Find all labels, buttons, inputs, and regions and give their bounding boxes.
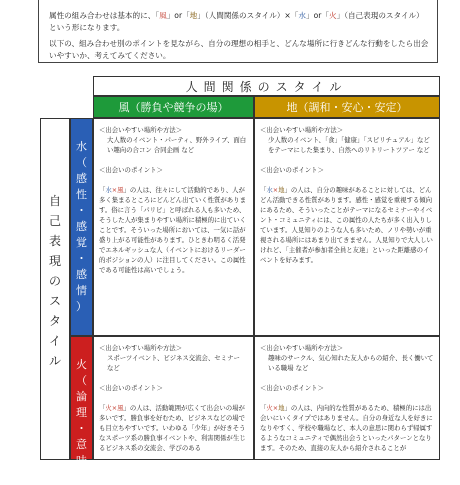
point-lead: 水 bbox=[105, 186, 112, 194]
label-char: 性 bbox=[76, 188, 87, 201]
point-lead: × bbox=[272, 404, 279, 412]
table-title: 人間関係のスタイル bbox=[93, 76, 440, 96]
point-body: の人は、自分の趣味があることに対しては、どんどん活動できる性質があります。感性・感覚を重視する傾向にあるため、そういったことがテーマになるセミナーやイベント・コミュニティには、この属性の人たちが多く出入りしています。人見知りのような人も多いため、ノリや勢いが重視される場所にはあまり出てきません。人見知りで大人しいけれど、「主催者が参加者全員と友達」といった距離感のイベントを好みます。 bbox=[260, 186, 433, 264]
point-lead: 」 bbox=[284, 186, 291, 194]
cell-water-earth bbox=[254, 118, 440, 336]
intro-paragraph-2: 以下の、組み合わせ別のポイントを見ながら、自分の理想の相手と、どんな場所に行きどんな行動をしたら出会いやすいか、考えてみてください。 bbox=[49, 39, 429, 60]
label-char: 感 bbox=[76, 220, 87, 233]
cell-fire-earth bbox=[254, 336, 440, 460]
place-text: 大人数のイベント・パーティ、野外ライブ、面白い趣向の合コン 合同企画 など bbox=[107, 136, 247, 154]
point-heading: ＜出会いのポイント＞ bbox=[260, 384, 324, 392]
label-char: ） bbox=[76, 300, 87, 313]
intro-box bbox=[38, 0, 438, 63]
label-char: 己 bbox=[48, 214, 61, 228]
intro-text: 」（人間関係のスタイル）×「 bbox=[197, 11, 299, 20]
point-text bbox=[260, 403, 434, 453]
label-char: 自 bbox=[48, 194, 61, 208]
label-char: ル bbox=[48, 354, 61, 368]
intro-text: 属性の組み合わせは基本的に、「 bbox=[49, 11, 160, 20]
place-heading: ＜出会いやすい場所や方法＞ bbox=[99, 344, 183, 352]
cell-water-wind bbox=[93, 118, 254, 336]
point-lead: 火 bbox=[105, 404, 112, 412]
point-heading: ＜出会いのポイント＞ bbox=[99, 384, 163, 392]
point-lead: 地 bbox=[278, 186, 285, 194]
point-lead: 「 bbox=[260, 186, 267, 194]
point-body: の人は、往々にして活動的であり、人が多く集まるところにどんどん出ていく性質があります。俗に言う「パリピ」と呼ばれる人も多いため、そうした人が集まりやすい場所に積極的に出ていくことです。そういった場所においては、一気に話が盛り上がる可能性があります。ひときわ明るく活発でエネルギッシュな人（イベントにおけるリーダー的ポジションの人）に注目してください。この属性である可能性は高いでしょう。 bbox=[99, 186, 246, 274]
label-char: の bbox=[48, 274, 61, 288]
point-lead: 」 bbox=[123, 186, 130, 194]
point-heading: ＜出会いのポイント＞ bbox=[99, 166, 163, 174]
label-char: ・ bbox=[76, 470, 87, 483]
intro-text: 」（自己表現のスタイル）という形になります。 bbox=[49, 11, 424, 32]
point-text bbox=[260, 185, 434, 265]
point-lead: 」 bbox=[284, 404, 291, 412]
point-lead: 「 bbox=[99, 404, 106, 412]
wind-term: 風 bbox=[159, 11, 167, 20]
place-text: 少人数のイベント、「食」「健康」「スピリチュアル」などをテーマにした集まり、自然へのリトリートツアー など bbox=[268, 136, 430, 154]
label-char: イ bbox=[48, 334, 61, 348]
point-body: の人は、内向的な性質があるため、積極的には出会いにいくタイプではありません。自分の身近な人を好きになりやすく、学校や職場など、本人の意思に関わらず帰属するようなコミュニティで偶然出会うといったパターンとなります。そのため、直接の友人から紹介されることが bbox=[260, 404, 433, 452]
label-char: 表 bbox=[48, 234, 61, 248]
point-lead: 地 bbox=[278, 404, 285, 412]
water-term: 水 bbox=[298, 11, 306, 20]
intro-paragraph-1 bbox=[49, 10, 431, 34]
point-lead: 風 bbox=[117, 186, 124, 194]
point-lead: 火 bbox=[266, 404, 273, 412]
row-label-fire bbox=[70, 336, 93, 483]
point-text bbox=[99, 403, 248, 453]
label-char: ・ bbox=[76, 422, 87, 435]
label-char: 感 bbox=[76, 172, 87, 185]
point-text bbox=[99, 185, 248, 275]
place-text: スポーツイベント、ビジネス交流会、セミナー など bbox=[107, 354, 240, 372]
row-group-label bbox=[40, 118, 70, 460]
label-char: 覚 bbox=[76, 236, 87, 249]
point-lead: 水 bbox=[266, 186, 273, 194]
row-label-water bbox=[70, 118, 93, 336]
point-heading: ＜出会いのポイント＞ bbox=[260, 166, 324, 174]
label-char: 感 bbox=[76, 268, 87, 281]
label-char: 火 bbox=[76, 358, 87, 371]
label-char: タ bbox=[48, 314, 61, 328]
fire-term: 火 bbox=[328, 11, 337, 20]
label-char: ス bbox=[48, 294, 61, 308]
label-char: 理 bbox=[76, 406, 87, 419]
point-lead: × bbox=[272, 186, 279, 194]
label-char: 味 bbox=[76, 454, 87, 467]
point-lead: × bbox=[111, 186, 118, 194]
intro-text: 」or「 bbox=[166, 11, 190, 20]
point-lead: 「 bbox=[99, 186, 106, 194]
label-char: 現 bbox=[48, 254, 61, 268]
point-lead: 風 bbox=[117, 404, 124, 412]
label-char: 水 bbox=[76, 140, 87, 153]
row-group-label-text bbox=[41, 191, 69, 371]
label-char: 意 bbox=[76, 438, 87, 451]
label-char: （ bbox=[76, 374, 87, 387]
label-char: 情 bbox=[76, 284, 87, 297]
label-char: 論 bbox=[76, 390, 87, 403]
intro-text: 」or「 bbox=[306, 11, 329, 20]
label-char: ・ bbox=[76, 204, 87, 217]
point-body: の人は、活動範囲が広くて出会いの場が多いです。勝負事を好むため、ビジネスなどの場でも目立ちやすいです。いわゆる「少年」が好きそうなスポーツ系の勝負事イベントや、利害関係が生じるビジネス系の交流会、学びのある bbox=[99, 404, 246, 452]
point-lead: 」 bbox=[123, 404, 130, 412]
earth-term: 地 bbox=[189, 11, 198, 20]
place-text: 趣味のサークル、気心知れた友人からの紹介、長く働いている職場 など bbox=[268, 354, 434, 372]
cell-fire-wind bbox=[93, 336, 254, 460]
column-header-wind: 風（勝負や競争の場） bbox=[93, 96, 254, 118]
label-char: （ bbox=[76, 156, 87, 169]
point-lead: 「 bbox=[260, 404, 267, 412]
column-header-earth: 地（調和・安心・安定） bbox=[254, 96, 440, 118]
place-heading: ＜出会いやすい場所や方法＞ bbox=[260, 126, 344, 134]
place-heading: ＜出会いやすい場所や方法＞ bbox=[260, 344, 344, 352]
label-char: ・ bbox=[76, 252, 87, 265]
point-lead: × bbox=[111, 404, 118, 412]
place-heading: ＜出会いやすい場所や方法＞ bbox=[99, 126, 183, 134]
